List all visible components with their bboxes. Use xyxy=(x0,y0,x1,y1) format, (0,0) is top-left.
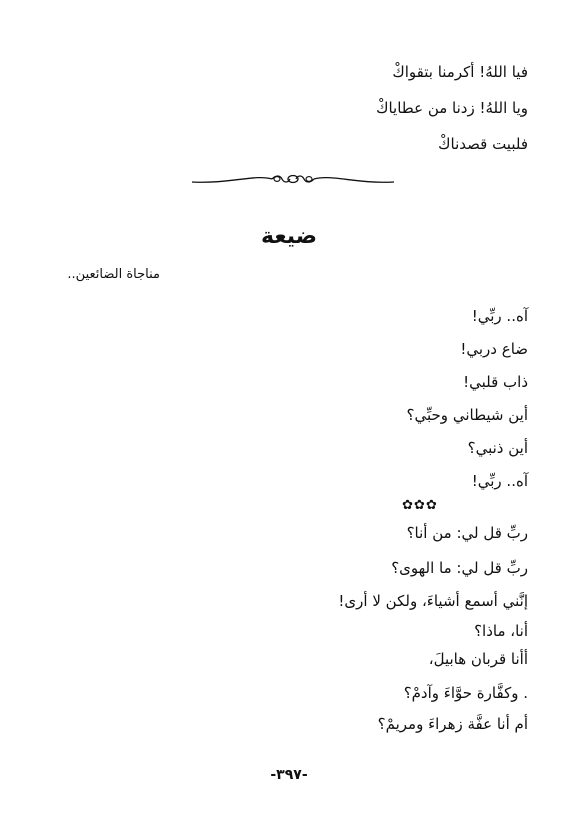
poem-line: ربِّ قل لي: من أنا؟ xyxy=(406,524,528,542)
poem-line: ربِّ قل لي: ما الهوى؟ xyxy=(391,559,528,577)
poem-subtitle: مناجاة الضائعين.. xyxy=(67,267,160,282)
poem-line: أين شيطاني وحبِّي؟ xyxy=(406,406,528,424)
opening-line-3: فلبيت قصدناكْ xyxy=(438,135,528,153)
poem-line: ذاب قلبي! xyxy=(463,373,528,391)
ornament-divider xyxy=(190,170,396,190)
poem-line: ضاع دربي! xyxy=(460,340,528,358)
poem-line: إنَّني أسمع أشياءَ، ولكن لا أرى! xyxy=(338,592,528,610)
poem-line: . وكفَّارة حوَّاءَ وآدمْ؟ xyxy=(403,684,528,702)
poem-line: أم أنا عفَّة زهراءَ ومريمْ؟ xyxy=(377,715,528,733)
poem-line: أين ذنبي؟ xyxy=(467,439,528,457)
poem-line: آه.. ربِّي! xyxy=(471,307,528,325)
poem-title: ضيعة xyxy=(261,224,317,249)
page-number: -٣٩٧- xyxy=(270,767,308,783)
opening-line-1: فيا اللهُ! أكرمنا بتقواكْ xyxy=(392,63,528,81)
poem-line: أنا، ماذا؟ xyxy=(474,622,528,640)
opening-line-2: ويا اللهُ! زدنا من عطاياكْ xyxy=(376,99,528,117)
poem-line: آه.. ربِّي! xyxy=(471,472,528,490)
stanza-separator: ✿✿✿ xyxy=(402,498,438,513)
poem-line: أأنا قربان هابيلَ، xyxy=(428,650,528,668)
